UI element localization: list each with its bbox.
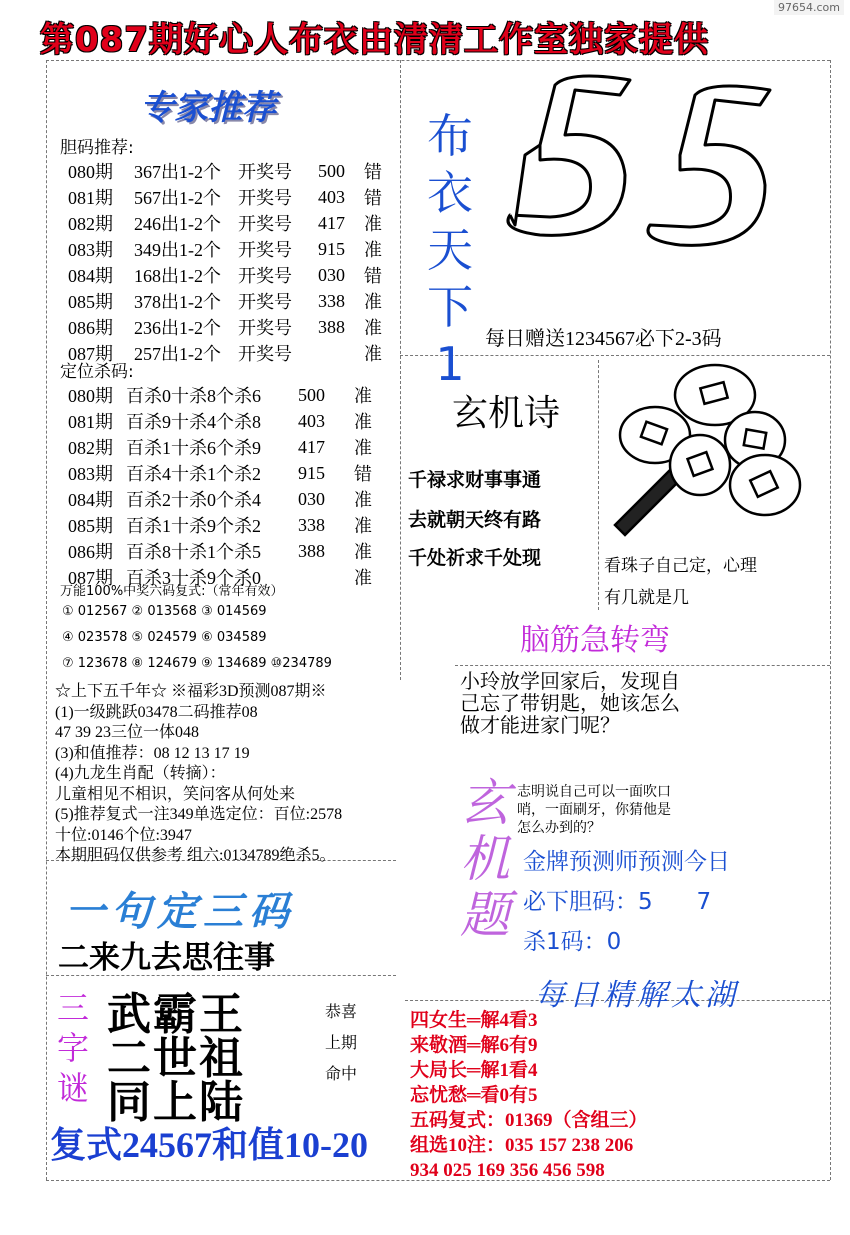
gongxi-line: 上期: [325, 1033, 358, 1052]
divider-right-col: [598, 360, 599, 610]
buyi-char: 1: [435, 337, 465, 391]
wanneng-label: 万能100%中奖六码复式:（常年有效）: [60, 584, 284, 599]
table-cell: 准: [364, 344, 382, 364]
taihu-line: 大局长═解1看4: [410, 1060, 538, 1081]
table-row: [68, 262, 394, 288]
riddle2-line: 志明说自己可以一面吹口: [517, 784, 671, 800]
prediction-block: [55, 682, 342, 867]
xuanji-ti-char: 题: [460, 886, 510, 944]
divider-riddle: [455, 665, 830, 666]
prediction-line: 儿童相见不相识，笑问客从何处来: [55, 785, 296, 803]
poem-line: 去就朝天终有路: [408, 509, 542, 531]
riddle-line: 做才能进家门呢？: [460, 713, 620, 737]
table-cell: 准: [354, 386, 372, 406]
table-cell: 开奖号: [238, 162, 292, 182]
taihu-line: 五码复式：01369（含组三）: [410, 1110, 648, 1131]
table-cell: 915: [318, 238, 345, 259]
table-cell: 087期: [68, 568, 113, 588]
gold-line: 必下胆码：5 7: [523, 889, 712, 915]
frame-right: [830, 60, 831, 1180]
table-cell: 168出1-2个: [134, 266, 221, 286]
table-cell: 准: [354, 568, 372, 588]
fushi-line: 复式24567和值10-20: [50, 1125, 368, 1165]
table-row: [68, 434, 384, 460]
buyi-char: 下: [427, 280, 473, 334]
xuanji-ti-char: 机: [460, 830, 510, 888]
table-cell: 081期: [68, 188, 113, 208]
answer-line: 二世祖: [107, 1033, 245, 1084]
table-row: [68, 314, 394, 340]
table-cell: 085期: [68, 292, 113, 312]
taihu-line: 934 025 169 356 456 598: [410, 1160, 605, 1181]
table-cell: 388: [318, 316, 345, 337]
table-cell: 准: [354, 412, 372, 432]
table-cell: 367出1-2个: [134, 162, 221, 182]
xuanji-ti-vertical: [460, 775, 515, 943]
table-cell: 349出1-2个: [134, 240, 221, 260]
taihu-line: 四女生═解4看3: [410, 1010, 538, 1031]
table-cell: 080期: [68, 386, 113, 406]
table-cell: 百杀2十杀0个杀4: [126, 490, 261, 510]
frame-left: [46, 60, 47, 1180]
table-cell: 百杀1十杀9个杀2: [126, 516, 261, 536]
table-cell: 083期: [68, 240, 113, 260]
table-cell: 378出1-2个: [134, 292, 221, 312]
sanzi-char: 字: [57, 1029, 90, 1067]
answer-line: 同上陆: [107, 1077, 245, 1128]
coins-illustration: [605, 355, 830, 545]
table-cell: 准: [354, 542, 372, 562]
sentence-riddle: 二来九去思往事: [58, 940, 275, 976]
divider-sanzi: [46, 975, 396, 976]
table-cell: 338: [298, 514, 325, 535]
table-cell: 080期: [68, 162, 113, 182]
number-55-illustration: [480, 65, 810, 320]
table-cell: 开奖号: [238, 266, 292, 286]
taihu-line: 忘忧愁═看0有5: [410, 1085, 538, 1106]
watermark: 97654.com: [774, 0, 844, 15]
prediction-line: (1)一级跳跃03478二码推荐08: [55, 703, 258, 721]
table-cell: 准: [364, 292, 382, 312]
table-cell: 准: [354, 438, 372, 458]
buyi-char: 布: [427, 109, 473, 163]
gongxi-line: 恭喜: [325, 1002, 358, 1021]
table-cell: 500: [318, 160, 345, 181]
table-cell: 百杀1十杀6个杀9: [126, 438, 261, 458]
divider-left-col: [400, 60, 401, 680]
table-cell: 083期: [68, 464, 113, 484]
sentence-title: 一句定三码: [65, 888, 295, 935]
table-cell: 403: [298, 410, 325, 431]
dingwei-table: [68, 382, 384, 590]
table-cell: 087期: [68, 344, 113, 364]
gongxi-line: 命中: [325, 1064, 358, 1083]
dingwei-label: 定位杀码:: [60, 362, 134, 382]
table-row: [68, 210, 394, 236]
riddle2-line: 哨，一面刷牙，你猜他是: [517, 802, 671, 818]
taihu-block: [410, 1008, 648, 1183]
prediction-line: ☆上下五千年☆ ※福彩3D预测087期※: [55, 683, 327, 700]
riddle-line: 小玲放学回家后，发现自: [460, 669, 680, 693]
jingjie-title: 每日精解太湖: [535, 978, 739, 1013]
table-row: [68, 288, 394, 314]
prediction-line: 十位:0146个位:3947: [55, 826, 192, 844]
poem-line: 千禄求财事事通: [408, 469, 542, 491]
table-cell: 错: [364, 266, 382, 286]
prediction-line: (5)推荐复式一注349单选定位：百位:2578: [55, 806, 343, 823]
table-cell: 开奖号: [238, 292, 292, 312]
buyi-char: 天: [427, 223, 473, 277]
table-row: [68, 184, 394, 210]
table-cell: 082期: [68, 214, 113, 234]
table-cell: 417: [298, 436, 325, 457]
table-cell: 567出1-2个: [134, 188, 221, 208]
wanneng-line: ④ 023578 ⑤ 024579 ⑥ 034589: [62, 630, 267, 645]
table-row: [68, 382, 384, 408]
prediction-line: 47 39 23三位一体048: [55, 724, 200, 741]
table-cell: 417: [318, 212, 345, 233]
table-cell: 开奖号: [238, 318, 292, 338]
answer-line: 武霸王: [107, 989, 245, 1040]
table-cell: 084期: [68, 266, 113, 286]
riddle2-text: [517, 783, 671, 837]
table-cell: 086期: [68, 318, 113, 338]
table-cell: [318, 340, 364, 366]
table-cell: 081期: [68, 412, 113, 432]
gift-text: 每日赠送1234567必下2-3码: [485, 328, 722, 350]
buyi-char: 衣: [427, 166, 473, 220]
table-cell: [298, 564, 354, 590]
table-cell: 086期: [68, 542, 113, 562]
table-cell: 开奖号: [238, 344, 292, 364]
xuanji-shi-title: 玄机诗: [452, 393, 561, 434]
table-cell: 百杀9十杀4个杀8: [126, 412, 261, 432]
prediction-line: (4)九龙生肖配（转摘）：: [55, 765, 226, 782]
table-cell: 500: [298, 384, 325, 405]
riddle-text: [460, 670, 680, 736]
table-cell: 开奖号: [238, 214, 292, 234]
table-cell: 错: [364, 162, 382, 182]
table-cell: 开奖号: [238, 240, 292, 260]
riddle2-line: 怎么办到的？: [517, 820, 601, 836]
expert-title: 专家推荐: [140, 88, 276, 128]
table-row: [68, 538, 384, 564]
dan-label: 胆码推荐:: [60, 138, 134, 158]
table-cell: 246出1-2个: [134, 214, 221, 234]
poem-line: 千处祈求千处现: [408, 547, 542, 569]
table-cell: 915: [298, 462, 325, 483]
buyi-vertical: [425, 108, 475, 393]
gold-line: 杀1码：0: [523, 929, 622, 955]
table-cell: 338: [318, 290, 345, 311]
table-cell: 084期: [68, 490, 113, 510]
naojin-title: 脑筋急转弯: [520, 623, 670, 658]
beads-line: 有几就是几: [604, 588, 689, 608]
table-cell: 030: [318, 264, 345, 285]
table-cell: 082期: [68, 438, 113, 458]
riddle-line: 己忘了带钥匙，她该怎么: [460, 691, 680, 715]
table-cell: 236出1-2个: [134, 318, 221, 338]
table-row: [68, 460, 384, 486]
table-cell: 准: [364, 318, 382, 338]
table-row: [68, 158, 394, 184]
xuanji-ti-char: 玄: [460, 774, 510, 832]
page-title: 第087期好心人布衣由清清工作室独家提供: [40, 20, 709, 60]
table-cell: 错: [354, 464, 372, 484]
gold-predictor: [523, 843, 730, 956]
taihu-line: 组选10注：035 157 238 206: [410, 1135, 634, 1156]
table-cell: 百杀8十杀1个杀5: [126, 542, 261, 562]
sanzi-char: 三: [57, 989, 90, 1027]
wanneng-line: ① 012567 ② 013568 ③ 014569: [62, 604, 267, 619]
table-cell: 百杀0十杀8个杀6: [126, 386, 261, 406]
table-row: [68, 512, 384, 538]
table-cell: 403: [318, 186, 345, 207]
gongxi-text: [325, 996, 357, 1089]
table-cell: 085期: [68, 516, 113, 536]
sanzi-char: 谜: [57, 1069, 90, 1107]
table-cell: 257出1-2个: [134, 344, 221, 364]
table-cell: 百杀4十杀1个杀2: [126, 464, 261, 484]
wanneng-lines: [62, 599, 332, 677]
table-row: [68, 408, 384, 434]
table-cell: 准: [364, 240, 382, 260]
table-cell: 准: [364, 214, 382, 234]
table-cell: 开奖号: [238, 188, 292, 208]
table-cell: 百杀3十杀9个杀0: [126, 568, 261, 588]
table-row: [68, 486, 384, 512]
dan-table: [68, 158, 394, 366]
table-cell: 030: [298, 488, 325, 509]
sanzi-vertical: [57, 988, 91, 1108]
table-cell: 准: [354, 516, 372, 536]
prediction-line: (3)和值推荐：08 12 13 17 19: [55, 744, 250, 762]
table-cell: 388: [298, 540, 325, 561]
wanneng-line: ⑦ 123678 ⑧ 124679 ⑨ 134689 ⑩234789: [62, 656, 332, 671]
table-cell: 错: [364, 188, 382, 208]
taihu-line: 来敬酒═解6有9: [410, 1035, 538, 1056]
gold-line: 金牌预测师预测今日: [523, 849, 730, 875]
table-cell: 准: [354, 490, 372, 510]
table-row: [68, 236, 394, 262]
prediction-line: 本期胆码仅供参考 组六:0134789绝杀5。: [55, 847, 336, 864]
beads-line: 看珠子自己定，心理: [604, 556, 757, 576]
beads-text: [604, 550, 757, 614]
